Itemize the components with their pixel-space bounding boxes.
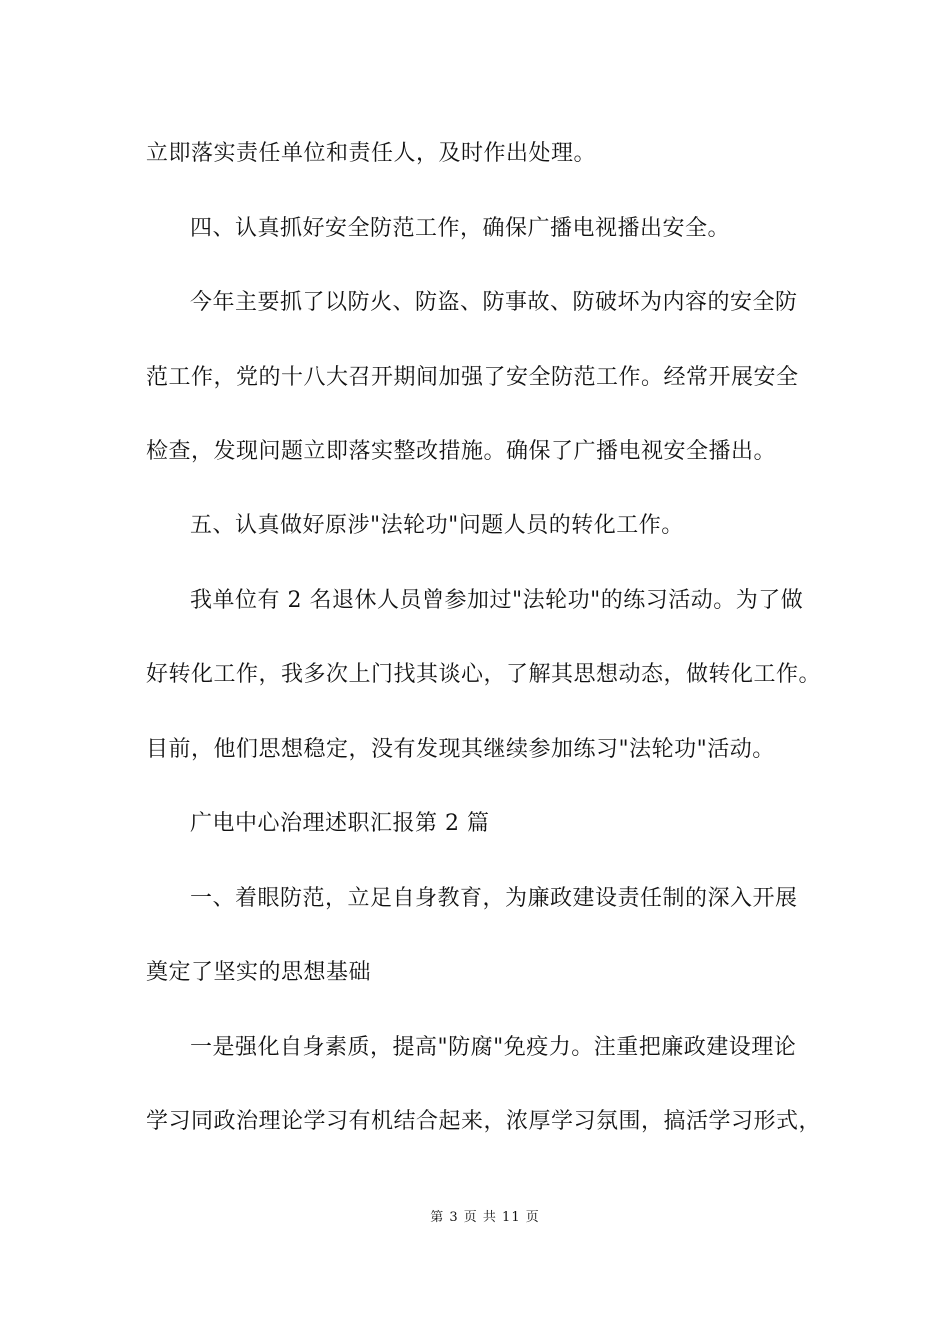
body-line: 一是强化自身素质，提高"防腐"免疫力。注重把廉政建设理论 [190, 1035, 797, 1060]
section-heading: 一、着眼防范，立足自身教育，为廉政建设责任制的深入开展 [190, 886, 798, 911]
section-heading: 四、认真抓好安全防范工作，确保广播电视播出安全。 [190, 216, 731, 241]
page-number-footer: 第 3 页 共 11 页 [430, 1210, 540, 1225]
body-line: 检查，发现问题立即落实整改措施。确保了广播电视安全播出。 [146, 439, 777, 464]
body-line: 我单位有 2 名退休人员曾参加过"法轮功"的练习活动。为了做 [190, 588, 804, 613]
body-line: 今年主要抓了以防火、防盗、防事故、防破坏为内容的安全防 [190, 290, 798, 315]
body-line: 学习同政治理论学习有机结合起来，浓厚学习氛围，搞活学习形式， [146, 1109, 822, 1134]
body-line: 立即落实责任单位和责任人，及时作出处理。 [146, 141, 597, 166]
article-title: 广电中心治理述职汇报第 2 篇 [190, 811, 490, 836]
body-line: 目前，他们思想稳定，没有发现其继续参加练习"法轮功"活动。 [146, 737, 775, 762]
body-line: 奠定了坚实的思想基础 [146, 960, 372, 985]
body-line: 范工作，党的十八大召开期间加强了安全防范工作。经常开展安全 [146, 365, 799, 390]
body-line: 好转化工作，我多次上门找其谈心，了解其思想动态，做转化工作。 [146, 662, 822, 687]
section-heading: 五、认真做好原涉"法轮功"问题人员的转化工作。 [190, 513, 684, 538]
